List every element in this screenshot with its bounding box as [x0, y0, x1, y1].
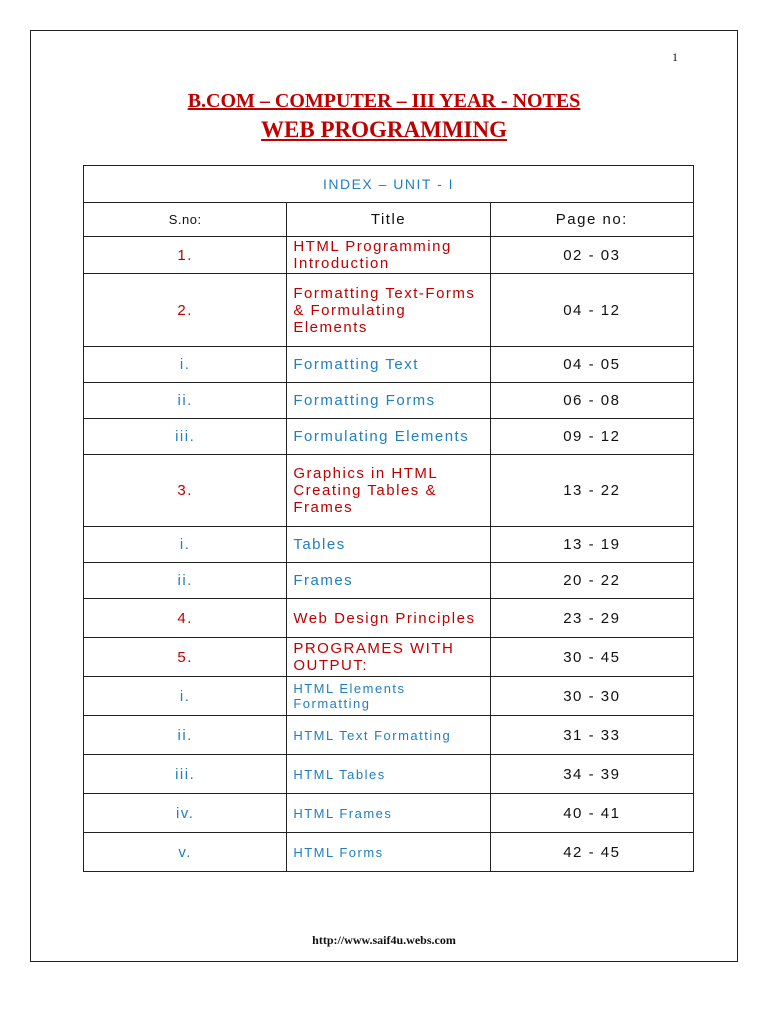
- row-pages: 31 - 33: [490, 716, 693, 755]
- row-pages: 13 - 22: [490, 455, 693, 527]
- row-title: Formatting Text: [287, 347, 490, 383]
- row-title: HTML Forms: [287, 833, 490, 872]
- table-row: [84, 599, 694, 638]
- table-row: [84, 638, 694, 677]
- document-title: B.COM – COMPUTER – III YEAR - NOTES: [187, 90, 581, 112]
- row-pages: 06 - 08: [490, 383, 693, 419]
- index-header-row: [84, 166, 694, 203]
- row-sno: 1.: [84, 237, 287, 274]
- row-sno: 5.: [84, 638, 287, 677]
- row-pages: 30 - 30: [490, 677, 693, 716]
- index-header: INDEX – UNIT - I: [84, 166, 694, 203]
- row-title: Web Design Principles: [287, 599, 490, 638]
- table-row: [84, 237, 694, 274]
- row-pages: 09 - 12: [490, 419, 693, 455]
- table-row: [84, 347, 694, 383]
- row-title: HTML Text Formatting: [287, 716, 490, 755]
- table-row: [84, 677, 694, 716]
- row-sno: ii.: [84, 716, 287, 755]
- row-pages: 04 - 05: [490, 347, 693, 383]
- document-subtitle: WEB PROGRAMMING: [261, 117, 507, 142]
- row-title: HTML Tables: [287, 755, 490, 794]
- row-title: Frames: [287, 563, 490, 599]
- index-table: [83, 165, 694, 872]
- table-row: [84, 383, 694, 419]
- row-sno: ii.: [84, 383, 287, 419]
- row-sno: iii.: [84, 755, 287, 794]
- row-pages: 34 - 39: [490, 755, 693, 794]
- row-sno: v.: [84, 833, 287, 872]
- column-header-row: [84, 203, 694, 237]
- table-row: [84, 455, 694, 527]
- column-header-title: Title: [287, 203, 490, 237]
- table-row: [84, 563, 694, 599]
- table-row: [84, 527, 694, 563]
- table-row: [84, 716, 694, 755]
- row-title: Tables: [287, 527, 490, 563]
- row-pages: 30 - 45: [490, 638, 693, 677]
- row-title: Formatting Forms: [287, 383, 490, 419]
- column-header-sno: S.no:: [84, 203, 287, 237]
- row-sno: ii.: [84, 563, 287, 599]
- page-number: 1: [672, 50, 678, 64]
- row-sno: iii.: [84, 419, 287, 455]
- row-pages: 40 - 41: [490, 794, 693, 833]
- table-row: [84, 833, 694, 872]
- row-sno: i.: [84, 347, 287, 383]
- column-header-page: Page no:: [490, 203, 693, 237]
- row-title: PROGRAMES WITH OUTPUT:: [287, 638, 490, 677]
- row-title: HTML Frames: [287, 794, 490, 833]
- row-sno: 3.: [84, 455, 287, 527]
- table-row: [84, 755, 694, 794]
- row-title: HTML Elements Formatting: [287, 677, 490, 716]
- row-title: HTML Programming Introduction: [287, 237, 490, 274]
- footer-url: http://www.saif4u.webs.com: [312, 933, 456, 947]
- table-row: [84, 794, 694, 833]
- row-pages: 02 - 03: [490, 237, 693, 274]
- row-pages: 23 - 29: [490, 599, 693, 638]
- row-sno: i.: [84, 527, 287, 563]
- row-pages: 04 - 12: [490, 274, 693, 347]
- row-pages: 13 - 19: [490, 527, 693, 563]
- row-pages: 20 - 22: [490, 563, 693, 599]
- row-title: Formulating Elements: [287, 419, 490, 455]
- row-sno: 2.: [84, 274, 287, 347]
- table-row: [84, 274, 694, 347]
- row-title: Formatting Text-Forms & Formulating Elements: [287, 274, 490, 347]
- row-pages: 42 - 45: [490, 833, 693, 872]
- row-sno: i.: [84, 677, 287, 716]
- row-sno: iv.: [84, 794, 287, 833]
- row-sno: 4.: [84, 599, 287, 638]
- row-title: Graphics in HTML Creating Tables & Frames: [287, 455, 490, 527]
- table-row: [84, 419, 694, 455]
